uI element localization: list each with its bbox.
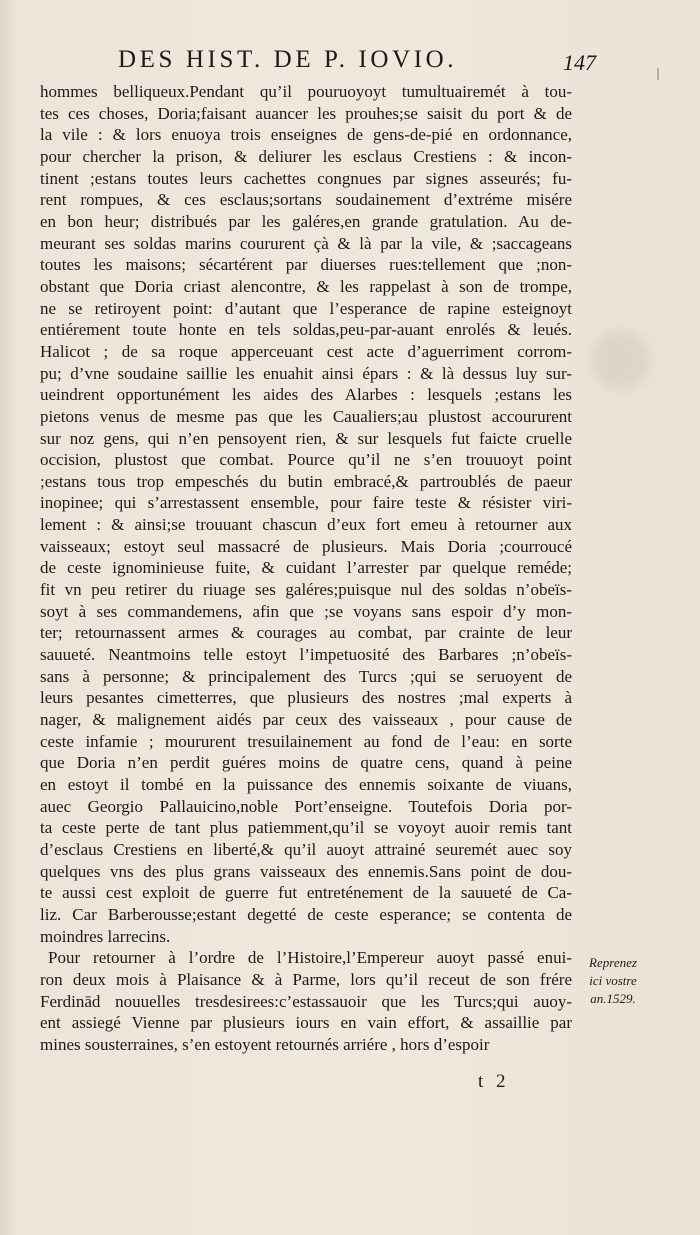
text-line: ne se retiroyent point: d’autant que l’esperance de rapine esteignoyt (40, 298, 572, 318)
text-line: d’esclaus Crestiens en liberté,& qu’il auoyt attrainé seuremét auec soy (40, 839, 572, 859)
text-line: pietons venus de mesme pas que les Caualiers;au plustost accoururent (40, 406, 572, 426)
text-line: en bon heur; distribués par les galéres,en grande gratulation. Au de- (40, 211, 572, 231)
text-line: pu; d’vne soudaine saillie les enuahit ainsi épars : & là dessus luy sur- (40, 363, 572, 383)
margin-note-line: ici vostre (589, 973, 637, 988)
text-line: moindres larrecins. (40, 926, 171, 946)
text-line: te aussi cest exploit de guerre fut entreténement de la sauueté de Ca- (40, 883, 572, 903)
text-line: Ferdinād nouuelles tresdesirees:c’estassauoir que les Turcs;qui auoy- (40, 991, 572, 1011)
text-line: mines sousterraines, s’en estoyent retournés arriére , hors d’espoir (40, 1034, 490, 1054)
running-head (0, 46, 700, 80)
running-title: DES HIST. DE P. IOVIO. (118, 46, 458, 73)
text-line: rent rompues, & ces esclaus;sortans soudainement d’extréme misére (40, 190, 572, 210)
text-line: ;estans tous trop empeschés du butin embracé,& partroublés de paeur (40, 471, 572, 491)
text-line: en estoyt il tombé en la puissance des ennemis soixante de viuans, (40, 775, 572, 794)
margin-note-line: Reprenez (589, 955, 637, 970)
text-line: ron deux mois à Plaisance & à Parme, lors qu’il receut de son frére (40, 969, 572, 989)
text-line: sur noz gens, qui n’en pensoyent rien, & sur lesquels fut faicte cruelle (40, 428, 572, 448)
page-number: 147 (563, 50, 596, 75)
text-line: la vile : & lors enuoya trois enseignes de gens-de-pié en ordonnance, (40, 125, 572, 145)
text-line: ueindrent opportunément les aides des Alarbes : lesquels ;estans les (40, 385, 572, 405)
text-line: liz. Car Barberousse;estant degetté de ceste esperance; se contenta de (40, 904, 572, 924)
text-line: sauueté. Neantmoins telle estoyt l’impetuosité des Barbares ;n’obeïs- (40, 645, 572, 665)
text-line: leurs pesantes cimetterres, que plusieurs des nostres ;mal experts à (40, 688, 572, 708)
text-line: hommes belliqueux.Pendant qu’il pouruoyoyt tumultuairemét à tou- (40, 82, 572, 101)
text-line: auec Georgio Pallauicino,noble Port’enseigne. Toutefois Doria por- (40, 796, 572, 816)
text-line: que Doria n’en perdit guéres moins de quatre cens, quand à peine (40, 753, 572, 773)
text-line: de ceste ignominieuse fuite, & cuidant l’arrester par quelque reméde; (40, 558, 572, 578)
text-line: ta ceste perte de tant plus patiemment,qu’il se voyoyt auoir remis tant (40, 818, 572, 838)
ink-bleed-stain (590, 330, 650, 390)
text-line: meurant ses soldas marins coururent çà & là par la vile, & ;saccageans (40, 233, 572, 253)
text-line: ceste infamie ; moururent tresuilainement au fond de l’eau: en sorte (40, 731, 572, 751)
text-line: sans à personne; & principalement des Turcs ;qui se seruoyent de (40, 666, 572, 686)
text-line: ter; retournassent armes & courages au combat, par crainte de leur (40, 623, 572, 643)
text-line: nager, & malignement aidés par ceux des vaisseaux , pour cause de (40, 710, 572, 730)
text-line: pour chercher la prison, & deliurer les esclaus Crestiens : & incon- (40, 146, 572, 166)
signature-mark: t 2 (478, 1071, 510, 1092)
text-line: tes ces choses, Doria;faisant auancer les prouhes;se saisit du port & de (40, 103, 572, 123)
text-line: obstant que Doria criast alencontre, & les rappelast à son de trompe, (40, 276, 572, 296)
text-line: tinent ;estans toutes leurs cachettes congnues par signes asseurés; fu- (40, 168, 572, 188)
text-line: occision, plustost que combat. Pource qu’il ne s’en trouuoyt point (40, 450, 572, 470)
text-line: inopinee; qui s’arrestassent ensemble, pour faire teste & résister viri- (40, 493, 572, 513)
margin-note (578, 954, 648, 1008)
body-text (40, 81, 572, 1056)
text-line: entiérement toute honte en tels soldas,peu-par-auant enrolés & leués. (40, 320, 572, 340)
text-line: quelques vns des plus grans vaisseaux des ennemis.Sans point de dou- (40, 861, 572, 881)
text-line: vaisseaux; estoyt seul massacré de plusieurs. Mais Doria ;courroucé (40, 536, 572, 556)
text-line: lement : & ainsi;se trouuant chascun d’eux fort emeu à retourner aux (40, 515, 572, 535)
margin-note-line: an.1529. (590, 991, 636, 1006)
text-line: Halicot ; de sa roque apperceuant cest acte d’aguerriment corrom- (40, 341, 572, 361)
text-line: Pour retourner à l’ordre de l’Histoire,l’Empereur auoyt passé enui- (48, 948, 572, 968)
text-line: fit vn peu retirer du riuage ses galéres;puisque nul des soldas n’obeïs- (40, 580, 572, 600)
text-line: soyt à ses commandemens, afin que ;se voyans sans espoir d’y mon- (40, 601, 572, 621)
text-line: ent assiegé Vienne par plusieurs iours en vain effort, & assaillie par (40, 1013, 572, 1033)
text-line: toutes les maisons; sécartérent par diuerses rues:tellement que ;non- (40, 255, 572, 275)
